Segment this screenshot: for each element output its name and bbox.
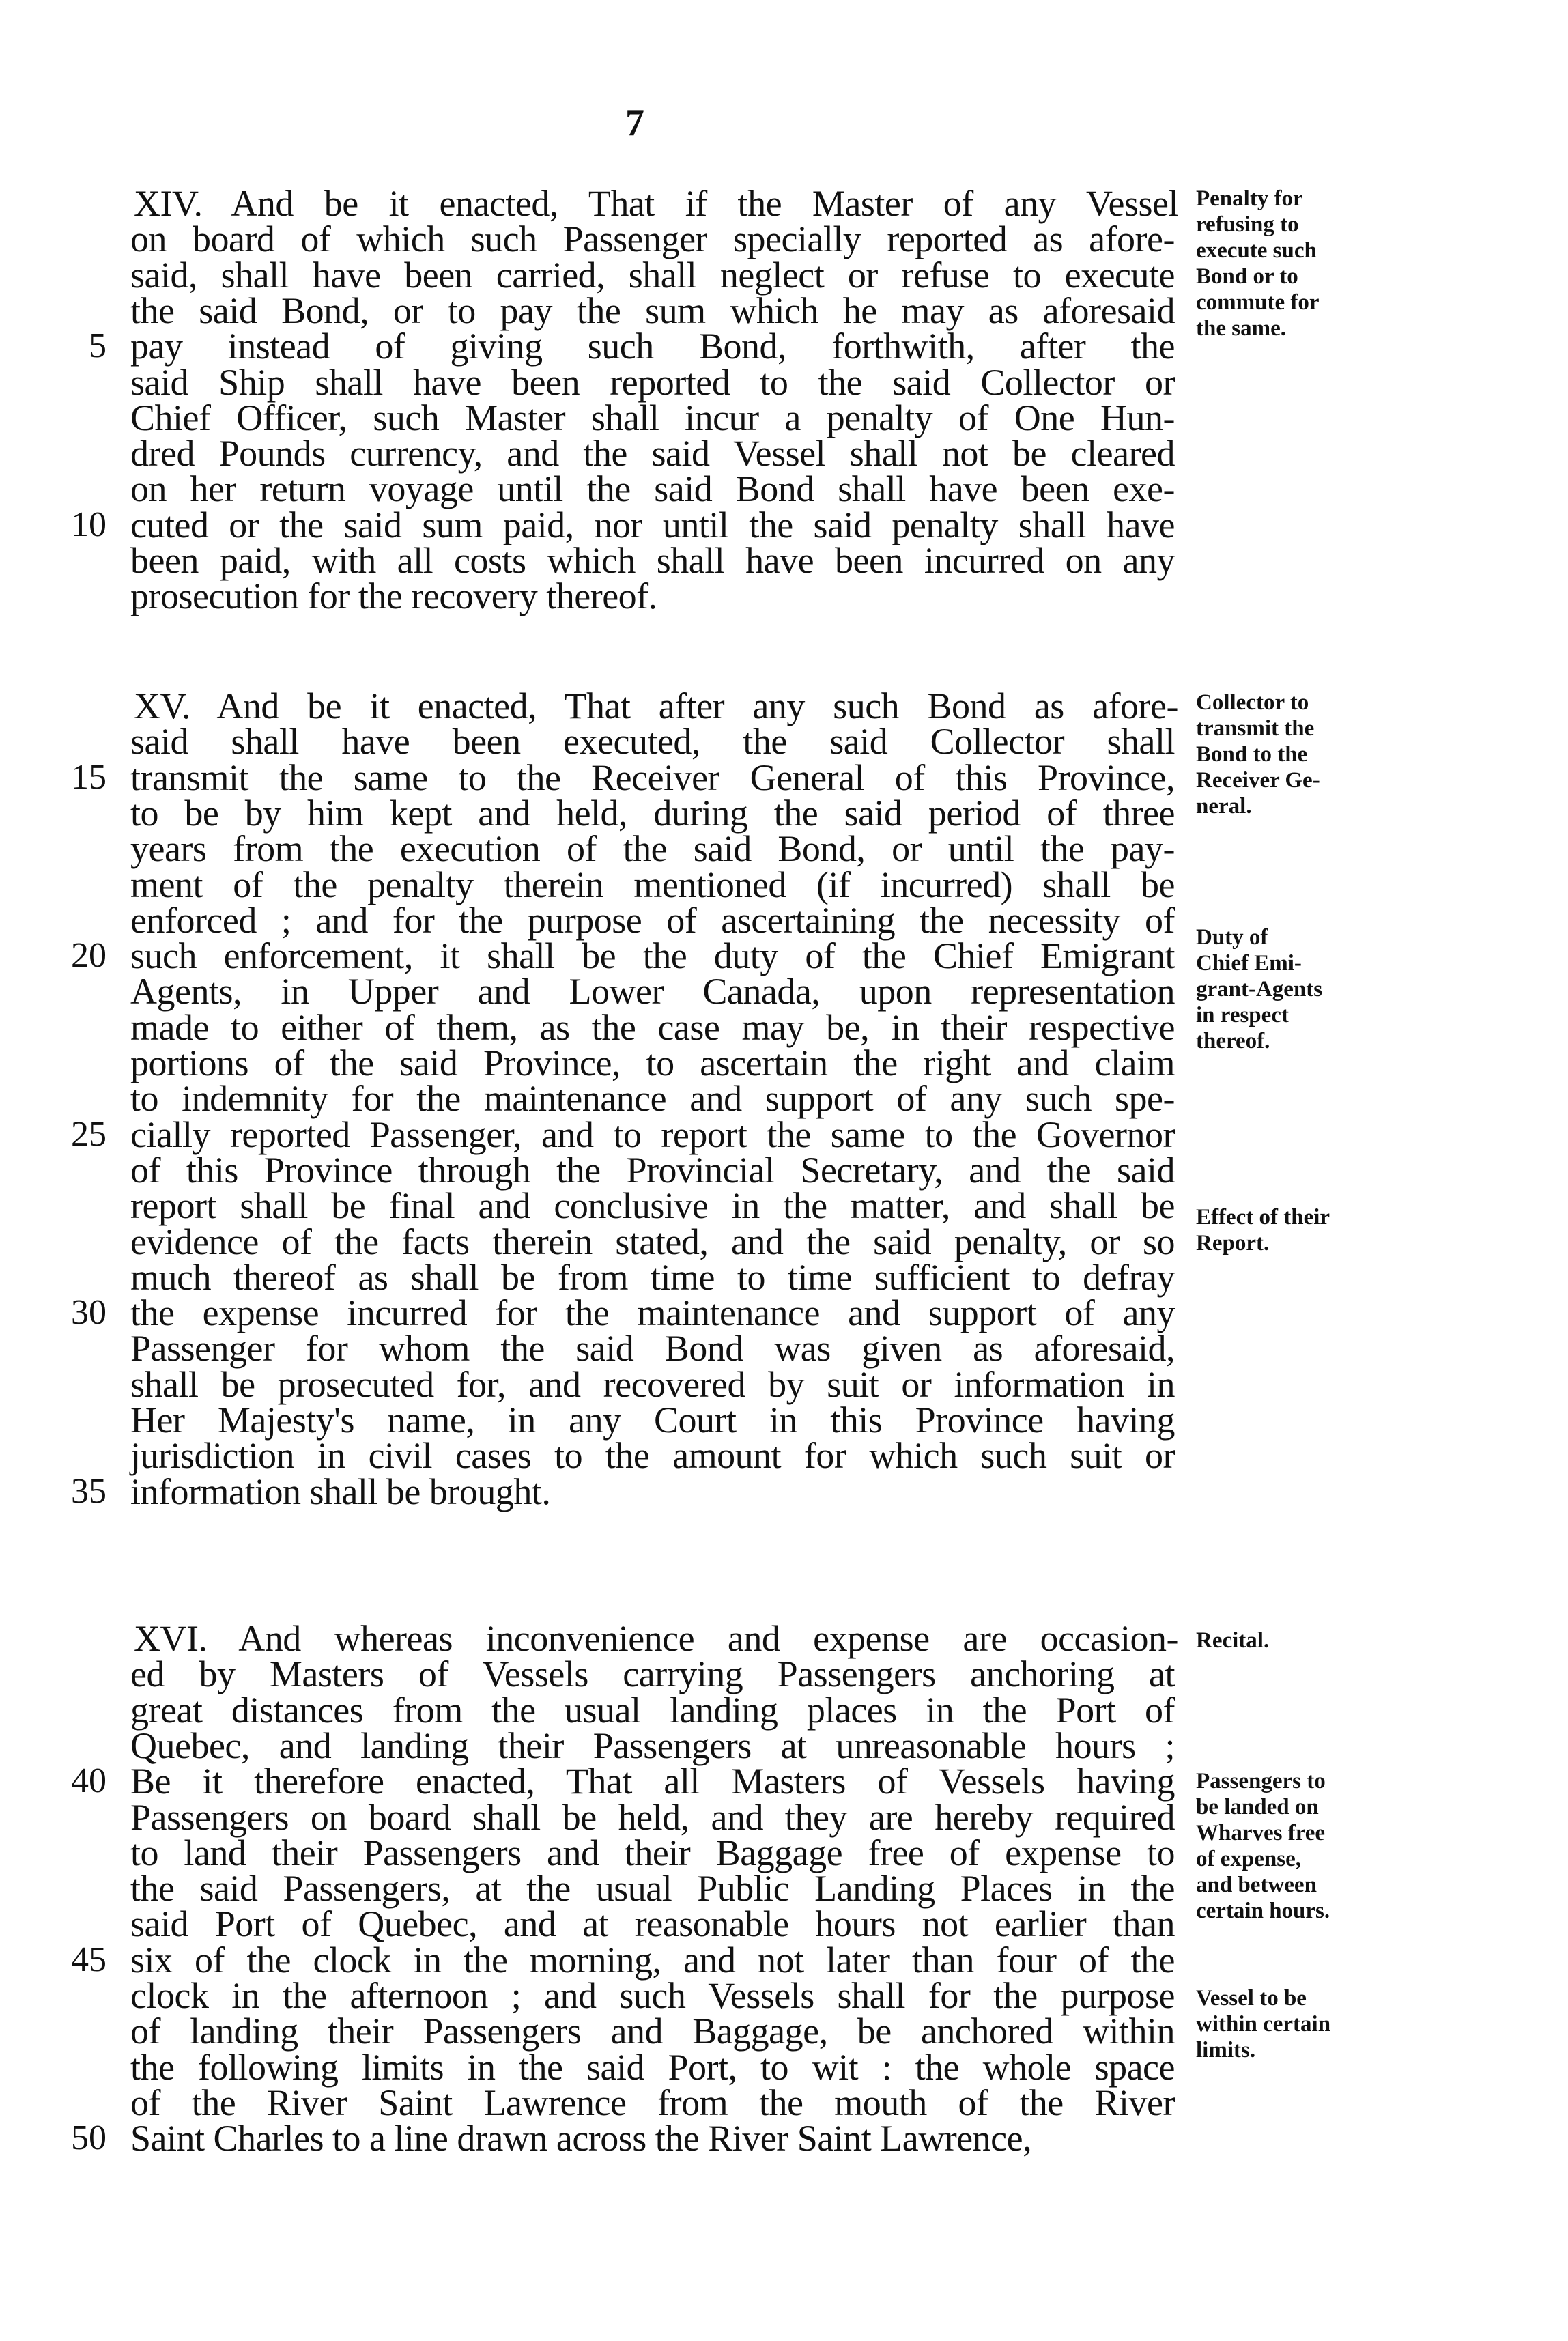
text-line: said shall have been executed, the said Collector shall [130, 721, 1175, 763]
margin-note: Collector to [1196, 690, 1309, 715]
margin-note: of expense, [1196, 1847, 1301, 1871]
line-number: 35 [71, 1471, 106, 1511]
margin-note: Passengers to [1196, 1769, 1326, 1793]
text-line: report shall be final and conclusive in the matter, and shall be [130, 1185, 1175, 1227]
text-line: Saint Charles to a line drawn across the River Saint Lawrence, [130, 2118, 1032, 2159]
margin-note: neral. [1196, 794, 1252, 819]
text-line: portions of the said Province, to ascertain the right and claim [130, 1042, 1175, 1083]
margin-note: Chief Emi- [1196, 951, 1302, 976]
text-line: prosecution for the recovery thereof. [130, 576, 657, 617]
text-line: such enforcement, it shall be the duty of the Chief Emigrant [130, 935, 1175, 977]
text-line: pay instead of giving such Bond, forthwith, after the [130, 326, 1175, 367]
margin-note: Receiver Ge- [1196, 768, 1320, 793]
margin-note: Wharves free [1196, 1821, 1326, 1845]
text-line: to be by him kept and held, during the said period of three [130, 792, 1175, 834]
text-line: shall be prosecuted for, and recovered by suit or information in [130, 1363, 1175, 1405]
margin-note: Effect of their [1196, 1205, 1330, 1230]
text-line: cuted or the said sum paid, nor until the said penalty shall have [130, 504, 1175, 545]
margin-note: be landed on [1196, 1795, 1319, 1819]
margin-note: certain hours. [1196, 1899, 1330, 1923]
line-number: 15 [71, 757, 106, 797]
text-line: XV. And be it enacted, That after any such Bond as afore- [134, 685, 1178, 726]
line-number: 5 [89, 326, 106, 366]
text-line: six of the clock in the morning, and not later than four of the [130, 1939, 1175, 1981]
line-number: 50 [71, 2118, 106, 2158]
text-line: Quebec, and landing their Passengers at unreasonable hours ; [130, 1725, 1175, 1766]
text-line: years from the execution of the said Bond, or until the pay- [130, 828, 1175, 870]
text-line: transmit the same to the Receiver General of this Province, [130, 756, 1175, 798]
text-line: the following limits in the said Port, to wit : the whole space [130, 2046, 1175, 2088]
text-line: evidence of the facts therein stated, and the said penalty, or so [130, 1221, 1175, 1262]
text-line: of this Province through the Provincial Secretary, and the said [130, 1149, 1175, 1191]
margin-note: execute such [1196, 238, 1317, 263]
margin-note: Penalty for [1196, 186, 1303, 211]
line-number: 40 [71, 1761, 106, 1801]
margin-note: grant-Agents [1196, 977, 1323, 1002]
text-line: Be it therefore enacted, That all Masters of Vessels having [130, 1761, 1175, 1802]
text-line: of landing their Passengers and Baggage, be anchored within [130, 2011, 1175, 2052]
margin-note: thereof. [1196, 1029, 1270, 1053]
line-number: 30 [71, 1293, 106, 1333]
line-number: 20 [71, 936, 106, 976]
text-line: to land their Passengers and their Baggage free of expense to [130, 1832, 1175, 1873]
margin-note: refusing to [1196, 212, 1299, 237]
margin-note: Vessel to be [1196, 1986, 1307, 2011]
text-line: information shall be brought. [130, 1471, 551, 1512]
margin-note: commute for [1196, 290, 1320, 315]
text-line: said Port of Quebec, and at reasonable hours not earlier than [130, 1903, 1175, 1945]
line-number: 10 [71, 505, 106, 544]
text-line: enforced ; and for the purpose of ascertaining the necessity of [130, 899, 1175, 941]
margin-note: Duty of [1196, 925, 1268, 950]
text-line: Agents, in Upper and Lower Canada, upon representation [130, 971, 1175, 1012]
text-line: the said Passengers, at the usual Public Landing Places in the [130, 1868, 1175, 1910]
text-line: Chief Officer, such Master shall incur a penalty of One Hun- [130, 397, 1175, 438]
text-line: of the River Saint Lawrence from the mouth of the River [130, 2082, 1175, 2123]
text-line: been paid, with all costs which shall have been incurred on any [130, 540, 1175, 581]
text-line: said Ship shall have been reported to the said Collector or [130, 361, 1175, 403]
margin-note: Recital. [1196, 1628, 1270, 1653]
margin-note: limits. [1196, 2038, 1256, 2062]
text-line: XVI. And whereas inconvenience and expense are occasion- [134, 1618, 1178, 1659]
text-line: cially reported Passenger, and to report the same to the Governor [130, 1113, 1175, 1155]
text-line: ed by Masters of Vessels carrying Passengers anchoring at [130, 1654, 1175, 1695]
text-line: said, shall have been carried, shall neglect or refuse to execute [130, 254, 1175, 296]
text-line: clock in the afternoon ; and such Vessels shall for the purpose [130, 1975, 1175, 2016]
text-line: Passengers on board shall be held, and they are hereby required [130, 1796, 1175, 1838]
margin-note: Report. [1196, 1231, 1270, 1255]
text-line: Her Majesty's name, in any Court in this Province having [130, 1400, 1175, 1441]
margin-note: in respect [1196, 1003, 1289, 1027]
line-number: 25 [71, 1114, 106, 1154]
text-line: ment of the penalty therein mentioned (if incurred) shall be [130, 864, 1175, 905]
text-line: on her return voyage until the said Bond shall have been exe- [130, 468, 1175, 510]
text-line: Passenger for whom the said Bond was given as aforesaid, [130, 1328, 1175, 1370]
text-line: on board of which such Passenger specially reported as afore- [130, 218, 1175, 260]
text-line: made to either of them, as the case may be, in their respective [130, 1006, 1175, 1048]
text-line: to indemnity for the maintenance and support of any such spe- [130, 1078, 1175, 1120]
margin-note: Bond or to [1196, 264, 1298, 289]
margin-note: the same. [1196, 316, 1286, 341]
text-line: XIV. And be it enacted, That if the Master of any Vessel [134, 183, 1178, 224]
text-line: much thereof as shall be from time to time sufficient to defray [130, 1256, 1175, 1298]
line-number: 45 [71, 1940, 106, 1979]
margin-note: Bond to the [1196, 742, 1308, 767]
text-line: great distances from the usual landing places in the Port of [130, 1689, 1175, 1731]
page-number: 7 [625, 102, 644, 144]
margin-note: transmit the [1196, 716, 1315, 741]
text-line: the said Bond, or to pay the sum which he may as aforesaid [130, 289, 1175, 331]
margin-note: and between [1196, 1873, 1317, 1897]
text-line: dred Pounds currency, and the said Vessel shall not be cleared [130, 433, 1175, 474]
text-line: the expense incurred for the maintenance and support of any [130, 1292, 1175, 1334]
margin-note: within certain [1196, 2012, 1331, 2037]
text-line: jurisdiction in civil cases to the amount for which such suit or [130, 1435, 1175, 1477]
